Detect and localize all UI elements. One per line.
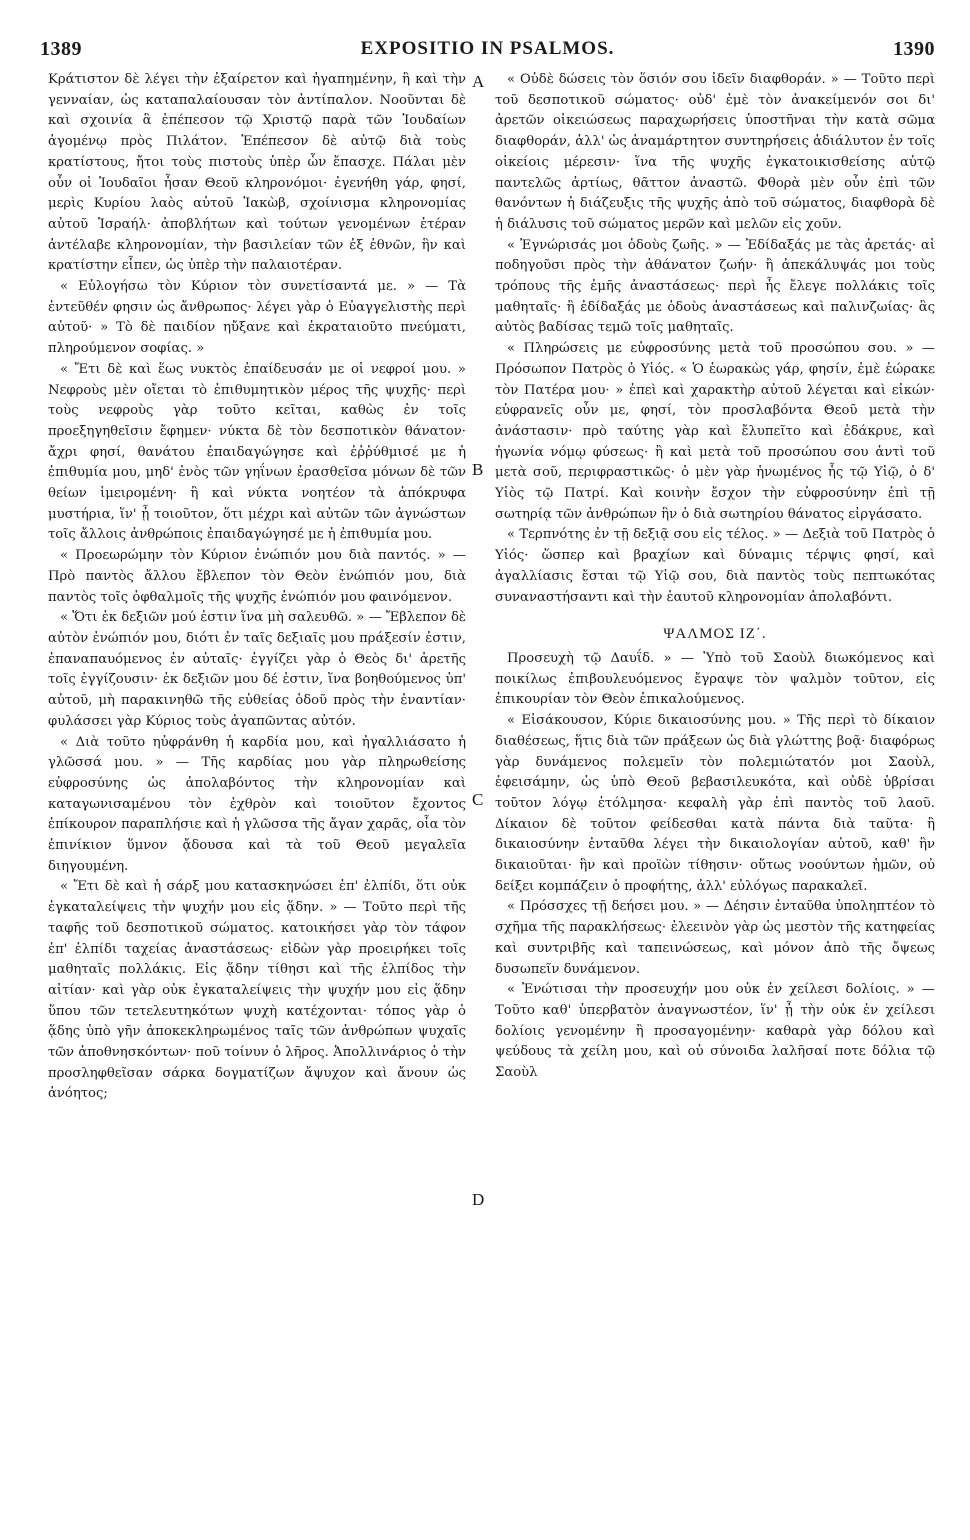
page-number-left: 1389 [40, 38, 82, 60]
paragraph: « Πληρώσεις με εὐφροσύνης μετὰ τοῦ προσώπου σου. » — Πρόσωπον Πατρὸς ὁ Υἱός. « Ὁ ἑωρακὼς γάρ, φησίν, ἐμὲ ἑώρακε τὸν Πατέρα μου· » ἐπεὶ καὶ χαρακτὴρ αὐτοῦ λέγεται καὶ εἰκών· εὐφρανεῖς οὖν με, φησί, τὸν προσλαβόντα Θεοῦ μετὰ τὴν ἀνάστασιν· πρὸ ταύτης γὰρ καὶ ἔλυπεῖτο καὶ ἐδάκρυε, καὶ ἠγωνία νόμῳ φύσεως· ἢ καὶ μετὰ τοῦ προσώπου σου ἀντὶ τοῦ μετὰ σοῦ, περιφραστικῶς· ὁ μὲν γὰρ ἡνωμένος ἧς τῷ Υἱῷ, ὁ δ' Υἱὸς τῷ Πατρί. Καὶ κοινὴν ἔσχον τὴν εὐφροσύνην ἐπὶ τῇ σωτηρίᾳ τῶν ἀνθρώπων ἣν ὁ διὰ σωτηρίου θάνατος εἰργάσατο. [495, 341, 935, 522]
paragraph: « Εἰσάκουσον, Κύριε δικαιοσύνης μου. » Τῆς περὶ τὸ δίκαιον διαθέσεως, ἥτις διὰ τῶν πράξεων ὡς διὰ γλώττης βοᾷ· διαφόρως γὰρ δυνάμενος πολεμεῖν τὸν πολεμιώτατόν μοι Σαοὺλ, ἐφεισάμην, ὡς ὑπὸ Θεοῦ βεβασιλευκότα, καὶ οὐδὲ ὑβρίσαι τοῦτον λόγῳ ἐτόλμησα· κεφαλὴ γὰρ ἐπὶ παντὸς τοῦ λαοῦ. Δίκαιον δὲ τοῦτον φείδεσθαι κατὰ πάντα διὰ ταῦτα· ἢ δικαιοσύνην ἐνταῦθα λέγει τὴν δικαιολογίαν αὐτοῦ, καθ' ἣν δικαιοῦται· ἣν καὶ προϊὼν τίθησιν· οὕτως νοούντων ἡμῶν, οὐ δείξει κομπάζειν ὁ προφήτης, ἀλλ' εὐλόγως παρακαλεῖ. [495, 713, 935, 894]
paragraph: « Πρόσσχες τῇ δεήσει μου. » — Δέησιν ἐνταῦθα ὑποληπτέον τὸ σχῆμα τῆς παρακλήσεως· ἐλεεινὸν γὰρ ὡς μεστὸν τῆς κατηφείας καὶ συντριβῆς καὶ ταπεινώσεως, καὶ μόνον ἀπὸ τῆς ὄψεως δυσωπεῖν δυνάμενον. [495, 899, 935, 977]
psalm-heading: ΨΑΛΜΟΣ ΙΖ΄. [663, 626, 767, 643]
left-column [48, 70, 466, 1490]
section-marker-b: B [472, 460, 484, 479]
paragraph: « Ἐγνώρισάς μοι ὁδοὺς ζωῆς. » — Ἐδίδαξάς με τὰς ἀρετάς· αἱ ποδηγοῦσι πρὸς τὴν ἀθάνατον ζωήν· ἢ ἀπεκάλυψάς μοι τοὺς τρόπους τῆς ἐμῆς ἀναστάσεως· περὶ ἧς ἔλεγε πολλάκις τοῖς μαθηταῖς· ἢ ἐδίδαξάς με ὁδοὺς ἀναστάσεως καὶ παλινζωίας· ἃς αὐτὸς βαδίσας τεμῶ τοῖς μαθηταῖς. [495, 237, 935, 336]
right-column [495, 70, 935, 1490]
page-header [40, 38, 935, 66]
paragraph: « Ἔτι δὲ καὶ ἕως νυκτὸς ἐπαίδευσάν με οἱ νεφροί μου. » Νεφροὺς μὲν οἴεται τὸ ἐπιθυμητικὸν μέρος τῆς ψυχῆς· περὶ τοὺς νεφροὺς γὰρ τοῦτο κεῖται, καθὼς ἐν τοῖς προεξηγηθεῖσιν ἔφημεν· νύκτα δὲ τὸν δεσποτικὸν θάνατον· ἄχρι φησί, θανάτου ἐπαιδαγώγησε καὶ ἐῤῥύθμισέ με ἡ ἐπιθυμία μου, μηδ' ἑνὸς τῶν γηΐνων ἐρασθεῖσα μόνων δὲ τῶν θείων ἱμειρομένη· ἢ καὶ νύκτα νοητέον τὰ ἀπόκρυφα μυστήρια, ἵν' ᾖ τοιοῦτον, ὅτι μέχρι καὶ αὐτῶν τῶν ἀγνώστων τοῖς ἄλλοις ἀνθρώποις ἐπαιδαγώγησέ με ἡ ἐπιθυμία μου. [48, 361, 466, 543]
paragraph: « Ἔτι δὲ καὶ ἡ σάρξ μου κατασκηνώσει ἐπ' ἐλπίδι, ὅτι οὐκ ἐγκαταλείψεις τὴν ψυχήν μου εἰς ᾅδην. » — Τοῦτο περὶ τῆς ταφῆς τοῦ δεσποτικοῦ σώματος. κατοικήσει γὰρ τὸν τάφον ἐπ' ἐλπίδι ταχείας ἀναστάσεως· εἰδὼν γὰρ προειρήκει τοῖς μαθηταῖς πολλάκις. Εἰς ᾅδην τίθησι καὶ τῆς ἐλπίδος τὴν αἰτίαν· καὶ γὰρ οὐκ ἐγκαταλείψεις τὴν ψυχήν μου εἰς ᾅδην ὕπου τῶν τετελευτηκότων ψυχὴ κατέχονται· τόπος γὰρ ὁ ᾅδης ὑπὸ γῆν ἀποκεκληρωμένος ταῖς τῶν ἀνθρώπων ψυχαῖς τῶν ἀποθνησκόντων· ποῦ τοίνυν ὁ λῆρος. Ἀπολλινάριος ὁ τὴν προσληφθεῖσαν σάρκα δογματίζων ἄψυχον καὶ ἄνουν ὡς ἀνόητος; [48, 879, 466, 1102]
paragraph: « Προεωρώμην τὸν Κύριον ἐνώπιόν μου διὰ παντός. » — Πρὸ παντὸς ἄλλου ἔβλεπον τὸν Θεὸν ἐνώπιόν μου, διὰ παντὸς τοῖς ὀφθαλμοῖς τῆς ψυχῆς ἐνώπιόν μου φαινόμενον. [48, 548, 466, 605]
paragraph: « Εὐλογήσω τὸν Κύριον τὸν συνετίσαντά με. » — Τὰ ἐντεῦθέν φησιν ὡς ἄνθρωπος· λέγει γὰρ ὁ Εὐαγγελιστὴς περὶ αὐτοῦ· » Τὸ δὲ παιδίον ηὔξανε καὶ ἐκραταιοῦτο πνεύματι, πληρούμενον σοφίας. » [48, 279, 466, 357]
paragraph: « Τερπνότης ἐν τῇ δεξιᾷ σου εἰς τέλος. » — Δεξιὰ τοῦ Πατρὸς ὁ Υἱός· ὥσπερ καὶ βραχίων καὶ δύναμις τέρψις φησί, καὶ ἀγαλλίασις ἔσται τῷ Υἱῷ σου, διὰ παντὸς τοὺς πεπτωκότας συναναστήσαντι καὶ τὴν ἑαυτοῦ κληρονομίαν ἀπολαβόντι. [495, 527, 935, 605]
page-number-right: 1390 [893, 38, 935, 60]
paragraph: « Οὐδὲ δώσεις τὸν ὅσιόν σου ἰδεῖν διαφθοράν. » — Τοῦτο περὶ τοῦ δεσποτικοῦ σώματος· οὐδ' ἐμὲ τὸν ἀνακείμενόν σοι δι' ἀρετῶν οἰκειώσεως παραχωρήσεις ὑποστῆναι τὴν κατὰ σῶμα διαφθοράν, ἀλλ' ὡς ἀναμάρτητον συντηρήσεις ἀδιάλυτον ἐν τοῖς οἰκείοις μέρεσιν· ἵνα τῆς ψυχῆς ἐγκατοικισθείσης αὐτῷ παντελῶς ἀρτίως, θᾶττον ἀναστῶ. Φθορὰ μὲν οὖν ἐπὶ τῶν θανόντων ἡ διάζευξις τῆς ψυχῆς ἀπὸ τοῦ σώματος, διαφθορὰ δὲ ἡ διάλυσις τοῦ σώματος μερῶν καὶ μελῶν εἰς χοῦν. [495, 72, 935, 232]
running-title: EXPOSITIO IN PSALMOS. [360, 38, 615, 59]
section-marker-a: A [472, 72, 485, 91]
paragraph: Κράτιστον δὲ λέγει τὴν ἐξαίρετον καὶ ἠγαπημένην, ἢ καὶ τὴν γενναίαν, ὡς καταπαλαίουσαν τὸν ἀντίπαλον. Νοοῦνται δὲ καὶ σχοινία ἃ ἐπέπεσον τῷ Χριστῷ παρὰ τῶν Ἰουδαίων ἀγομένῳ πρὸς Πιλάτον. Ἐπέπεσον δὲ αὐτῷ διὰ τοὺς κρατίστους, ἤτοι τοὺς πιστοὺς ὑπὲρ ὧν ἔπασχε. Πάλαι μὲν οὖν οἱ Ἰουδαῖοι ἦσαν Θεοῦ κληρονόμοι· ἐγενήθη γάρ, φησί, μερὶς Κυρίου λαὸς αὐτοῦ Ἰακὼβ, σχοίνισμα κληρονομίας αὐτοῦ Ἰσραήλ· ἀποβλήτων καὶ τούτων γενομένων ἑτέραν ἀντέλαβε κληρονομίαν, τὴν βασιλείαν τῶν ἐξ ἐθνῶν, ἣν καὶ κρατίστην εἶπεν, ὡς ὑπὲρ τὴν παλαιοτέραν. [48, 72, 466, 274]
section-marker-d: D [472, 1190, 485, 1209]
section-marker-c: C [472, 790, 484, 809]
paragraph: « Διὰ τοῦτο ηὐφράνθη ἡ καρδία μου, καὶ ἠγαλλιάσατο ἡ γλῶσσά μου. » — Τῆς καρδίας μου γὰρ πληρωθείσης εὐφροσύνης ὡς ἀπολαβόντος τὴν κληρονομίαν καὶ καταγωνισαμένου τὸν ἐχθρὸν καὶ τοιοῦτον ἔχοντος ἐπίκουρον παραπλήσιε καὶ ἡ γλῶσσα τῆς ἄγαν χαρᾶς, οἷα τὸν ἐπινίκιον ὕμνον ᾄδουσα καὶ τὰ τοῦ Θεοῦ μεγαλεῖα διηγουμένη. [48, 734, 466, 874]
paragraph: « Ὅτι ἐκ δεξιῶν μού ἐστιν ἵνα μὴ σαλευθῶ. » — Ἔβλεπον δὲ αὐτὸν ἐνώπιόν μου, διότι ἐν ταῖς δεξιαῖς μου πράξεσίν ἐστιν, ἐπαναπαυόμενος ἐν αὐταῖς· ἐγγίζει γὰρ ὁ Θεὸς δι' ἀρετῆς τοῖς ἐγγίζουσιν· ἐκ δεξιῶν μου δέ ἐστιν, ἵνα βοηθούμενος ὑπ' αὐτοῦ, μὴ παρακινηθῶ τῆς εὐθείας ὁδοῦ πρὸς τὴν ἐναντίαν· φυλάσσει γὰρ Κύριος τοὺς ἀγαπῶντας αὐτόν. [48, 610, 466, 729]
paragraph: Προσευχὴ τῷ Δαυΐδ. » — Ὑπὸ τοῦ Σαοὺλ διωκόμενος καὶ ποικίλως ἐπιβουλευόμενος ἔγραψε τὸν ψαλμὸν τοῦτον, εἰς ἐπικουρίαν τὸν Θεὸν ἐπικαλούμενος. [495, 650, 935, 708]
paragraph: « Ἐνώτισαι τὴν προσευχήν μου οὐκ ἐν χείλεσι δολίοις. » — Τοῦτο καθ' ὑπερβατὸν ἀναγνωστέον, ἵν' ᾖ τὴν οὐκ ἐν χείλεσι δολίοις γενομένην ἢ προσαγομένην· καθαρὰ γὰρ δόλου καὶ ψεύδους τὰ χείλη μου, καὶ οὐ σύνοιδα λαλῆσαί ποτε δόλια τῷ Σαοὺλ [495, 982, 935, 1081]
